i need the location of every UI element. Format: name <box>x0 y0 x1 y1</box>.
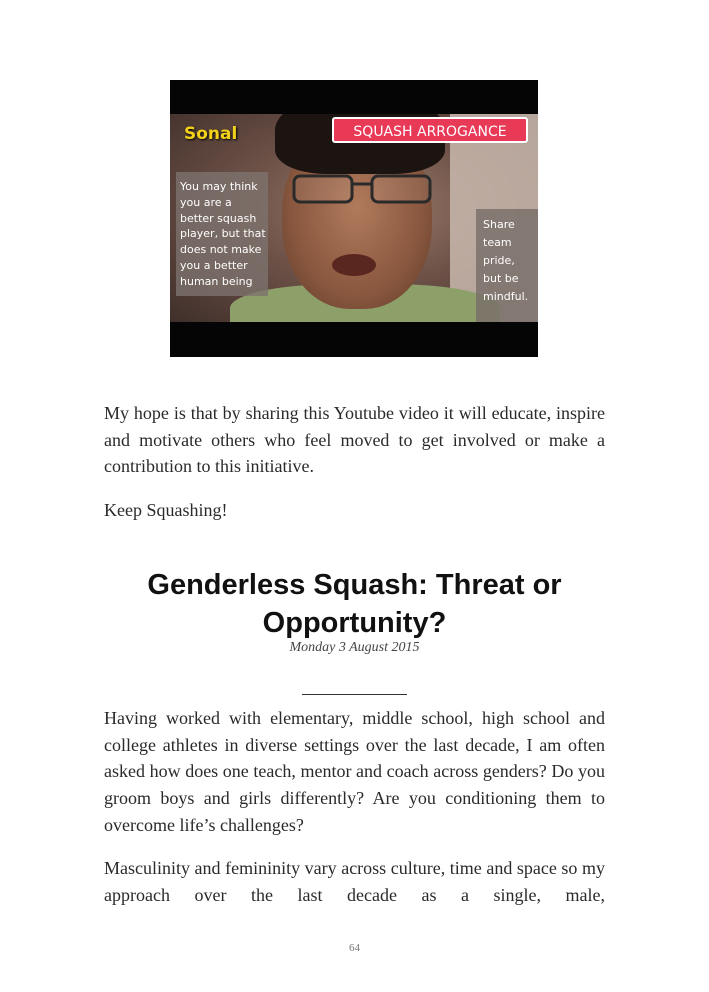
speaker-name-label: Sonal <box>184 124 238 144</box>
caption-line: you are a <box>180 195 232 209</box>
caption-line: team <box>483 236 512 249</box>
video-still[interactable] <box>170 80 538 357</box>
caption-line: but be <box>483 272 519 285</box>
glasses-graphic <box>288 172 438 206</box>
caption-line: mindful. <box>483 290 529 303</box>
caption-line: pride, <box>483 254 515 267</box>
article-title-line: Opportunity? <box>262 607 447 639</box>
caption-line: Share <box>483 218 515 231</box>
closing-line: Keep Squashing! <box>104 500 228 520</box>
page-number: 64 <box>349 942 360 954</box>
left-caption-box <box>176 172 268 296</box>
article-paragraph: Having worked with elementary, middle school, high school and college athletes in diverse settings over the last decade, I am often asked how does one teach, mentor and coach across genders? Do you groom boys and girls differently? Are you conditioning them to overcome life’s challenges? <box>104 708 605 835</box>
caption-line: You may think <box>180 180 258 193</box>
speaker-mouth <box>332 254 376 276</box>
caption-line: human being <box>180 274 253 288</box>
article-title <box>104 566 605 642</box>
section-divider <box>302 694 407 695</box>
caption-line: does not make <box>180 243 262 257</box>
article-date: Monday 3 August 2015 <box>289 640 420 655</box>
video-title-banner: SQUASH ARROGANCE <box>332 117 528 143</box>
article-paragraph: Masculinity and femininity vary across culture, time and space so my approach over the last decade as a single, male, <box>104 858 605 905</box>
caption-line: better squash <box>180 211 257 225</box>
intro-paragraph: My hope is that by sharing this Youtube video it will educate, inspire and motivate others who feel moved to get involved or make a contribution to this initiative. <box>104 403 605 477</box>
caption-line: you a better <box>180 258 248 272</box>
right-caption-box <box>476 209 538 322</box>
caption-line: player, but that <box>180 227 266 241</box>
article-title-line: Genderless Squash: Threat or <box>147 569 562 601</box>
video-frame <box>170 114 538 322</box>
